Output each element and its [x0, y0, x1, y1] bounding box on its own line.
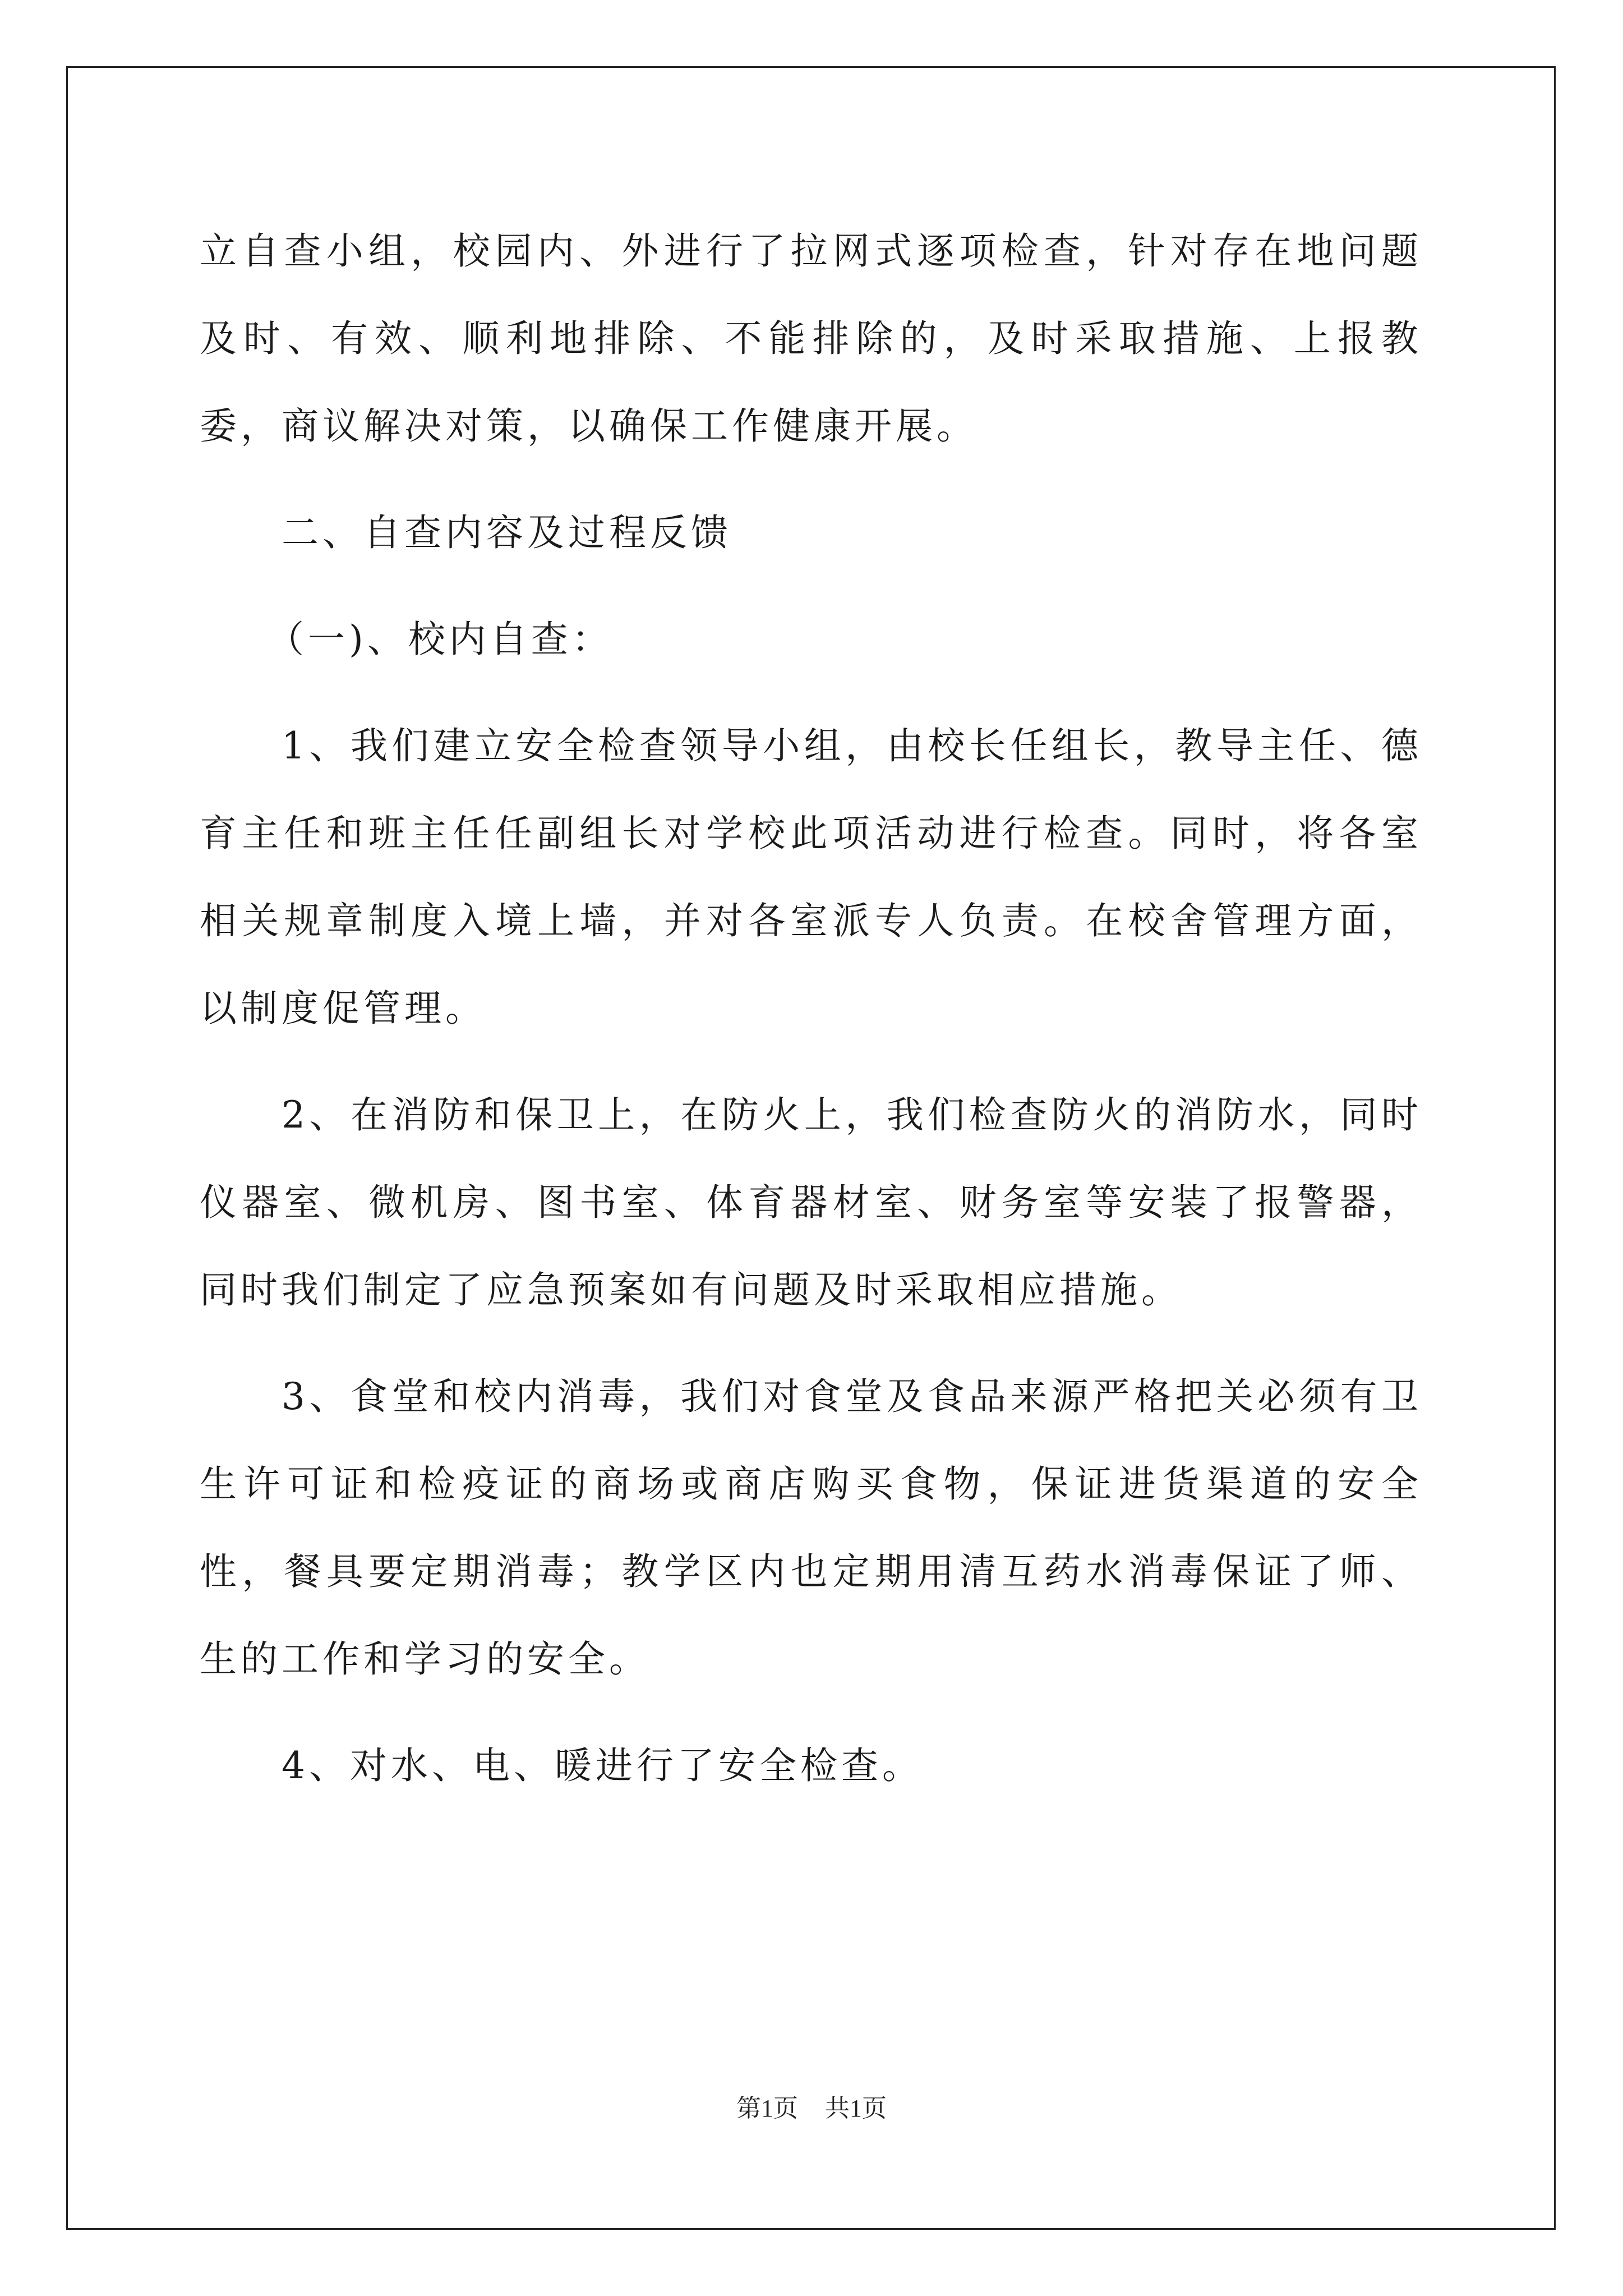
paragraph-item-2: 2、在消防和保卫上，在防火上，我们检查防火的消防水，同时仪器室、微机房、图书室、体育器材室、财务室等安装了报警器，同时我们制定了应急预案如有问题及时采取相应措施。 [200, 1093, 1422, 1312]
document-body [200, 208, 1422, 1829]
section-heading: 二、自查内容及过程反馈 [282, 511, 732, 554]
page-total: 共1页 [825, 2095, 887, 2122]
page-footer [0, 2088, 1623, 2124]
paragraph-item-4: 4、对水、电、暖进行了安全检查。 [282, 1744, 923, 1787]
subsection-heading: （一)、校内自查： [267, 618, 613, 661]
paragraph-item-1: 1、我们建立安全检查领导小组，由校长任组长，教导主任、德育主任和班主任任副组长对学校此项活动进行检查。同时，将各室相关规章制度入境上墙，并对各室派专人负责。在校舍管理方面，以制度促管理。 [200, 724, 1422, 1030]
page-number: 第1页 [736, 2095, 798, 2122]
paragraph-item-3: 3、食堂和校内消毒，我们对食堂及食品来源严格把关必须有卫生许可证和检疫证的商场或商店购买食物，保证进货渠道的安全性，餐具要定期消毒；教学区内也定期用清互药水消毒保证了师、生的工作和学习的安全。 [200, 1375, 1422, 1681]
paragraph-continuation: 立自查小组，校园内、外进行了拉网式逐项检查，针对存在地问题及时、有效、顺利地排除、不能排除的，及时采取措施、上报教委，商议解决对策，以确保工作健康开展。 [200, 229, 1422, 448]
